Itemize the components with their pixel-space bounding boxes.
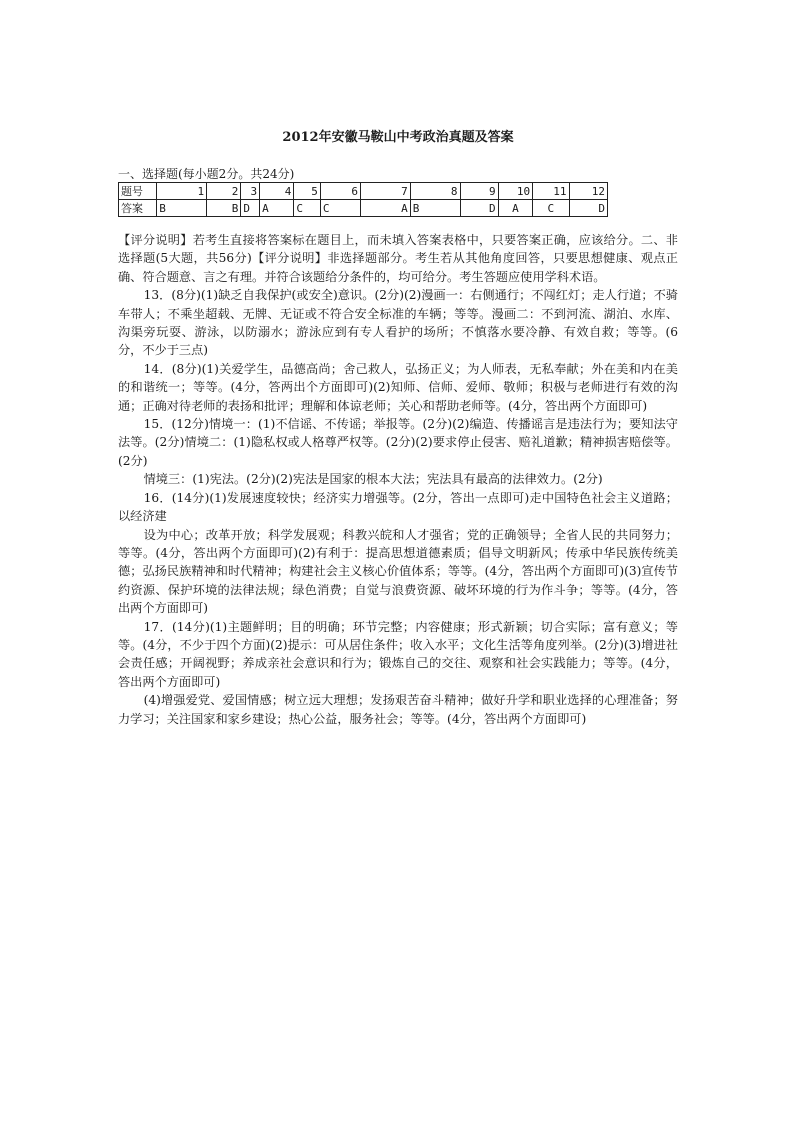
paragraph-scoring-note: 【评分说明】若考生直接将答案标在题目上，而未填入答案表格中，只要答案正确，应该给分。二、非选择题(5大题，共56分)【评分说明】非选择题部分。考生若从其他角度回答，只要思想健康、观点正确、符合题意、言之有理。并符合该题给分条件的，均可给分。考生答题应使用学科术语。 (118, 233, 678, 284)
paragraph-q14: 14．(8分)(1)关爱学生，品德高尚；舍己救人，弘扬正义；为人师表，无私奉献；外在美和内在美的和谐统一；等等。(4分，答两出个方面即可)(2)知师、信师、爱师、敬师；积极与老师进行有效的沟通；正确对待老师的表扬和批评；理解和体谅老师；关心和帮助老师等。(4分，答出两个方面即可) (118, 361, 678, 413)
paragraph-q16-cont: 设为中心；改革开放；科学发展观；科教兴皖和人才强省；党的正确领导；全省人民的共同努力；等等。(4分，答出两个方面即可)(2)有利于：提高思想道德素质；倡导文明新风；传承中华民族传统美德；弘扬民族精神和时代精神；构建社会主义核心价值体系；等等。(4分，答出两个方面即可)(3)宣传节约资源、保护环境的法律法规；绿色消费；自觉与浪费资源、破坏环境的行为作斗争；等等。(4分，答出两个方面即可) (118, 527, 678, 616)
table-cell-number: 12 (569, 183, 607, 200)
document-page (118, 128, 678, 728)
table-cell-answer: D (460, 200, 498, 217)
answer-table (118, 182, 608, 217)
table-row-label: 答案 (119, 200, 157, 217)
table-cell-answer: B (157, 200, 207, 217)
table-cell-number: 4 (260, 183, 294, 200)
answer-body (118, 231, 678, 728)
table-cell-number: 1 (157, 183, 207, 200)
section-heading-choice: 一、选择题(每小题2分。共24分) (118, 167, 295, 181)
table-cell-number: 3 (241, 183, 260, 200)
paragraph-q17: 17．(14分)(1)主题鲜明；目的明确；环节完整；内容健康；形式新颖；切合实际；富有意义；等等。(4分，不少于四个方面)(2)提示：可从居住条件；收入水平；文化生活等角度列举。(2分)(3)增进社会责任感；开阔视野；养成亲社会意识和行为；锻炼自己的交往、观察和社会实践能力；等等。(4分，答出两个方面即可) (118, 619, 678, 689)
page-title: 2012年安徽马鞍山中考政治真题及答案 (282, 130, 514, 145)
table-cell-number: 9 (460, 183, 498, 200)
table-cell-number: 6 (320, 183, 360, 200)
paragraph-q17-part4: (4)增强爱党、爱国情感；树立远大理想；发扬艰苦奋斗精神；做好升学和职业选择的心理准备；努力学习；关注国家和家乡建设；热心公益，服务社会；等等。(4分，答出两个方面即可) (118, 693, 678, 726)
table-cell-answer: B (207, 200, 241, 217)
paragraph-q13: 13．(8分)(1)缺乏自我保护(或安全)意识。(2分)(2)漫画一：右侧通行；不闯红灯；走人行道；不骑车带人；不乘坐超载、无牌、无证或不符合安全标准的车辆；等等。漫画二：不到河流、湖泊、水库、沟渠旁玩耍、游泳，以防溺水；游泳应到有专人看护的场所；不慎落水要冷静、有效自救；等等。(6分，不少于三点) (118, 288, 678, 358)
table-cell-number: 2 (207, 183, 241, 200)
table-cell-answer: C (294, 200, 321, 217)
paragraph-q16: 16．(14分)(1)发展速度较快；经济实力增强等。(2分，答出一点即可)走中国特色社会主义道路；以经济建 (118, 490, 678, 524)
table-cell-number: 11 (533, 183, 569, 200)
table-cell-answer: C (533, 200, 569, 217)
table-cell-answer: B (410, 200, 460, 217)
table-row-numbers (119, 183, 608, 200)
table-row-label: 题号 (119, 183, 157, 200)
table-cell-answer: A (260, 200, 294, 217)
table-cell-answer: D (569, 200, 607, 217)
table-cell-answer: C (320, 200, 360, 217)
table-cell-number: 10 (498, 183, 532, 200)
table-cell-answer: A (498, 200, 532, 217)
paragraph-q15-scenario3: 情境三：(1)宪法。(2分)(2)宪法是国家的根本大法；宪法具有最高的法律效力。(2分) (143, 472, 603, 487)
paragraph-q15: 15．(12分)情境一：(1)不信谣、不传谣；举报等。(2分)(2)编造、传播谣言是违法行为；要知法守法等。(2分)情境二：(1)隐私权或人格尊严权等。(2分)(2)要求停止侵害、赔礼道歉；精神损害赔偿等。(2分) (118, 417, 678, 468)
table-cell-answer: A (360, 200, 410, 217)
table-cell-answer: D (241, 200, 260, 217)
table-cell-number: 7 (360, 183, 410, 200)
table-cell-number: 5 (294, 183, 321, 200)
table-row-answers (119, 200, 608, 217)
table-cell-number: 8 (410, 183, 460, 200)
